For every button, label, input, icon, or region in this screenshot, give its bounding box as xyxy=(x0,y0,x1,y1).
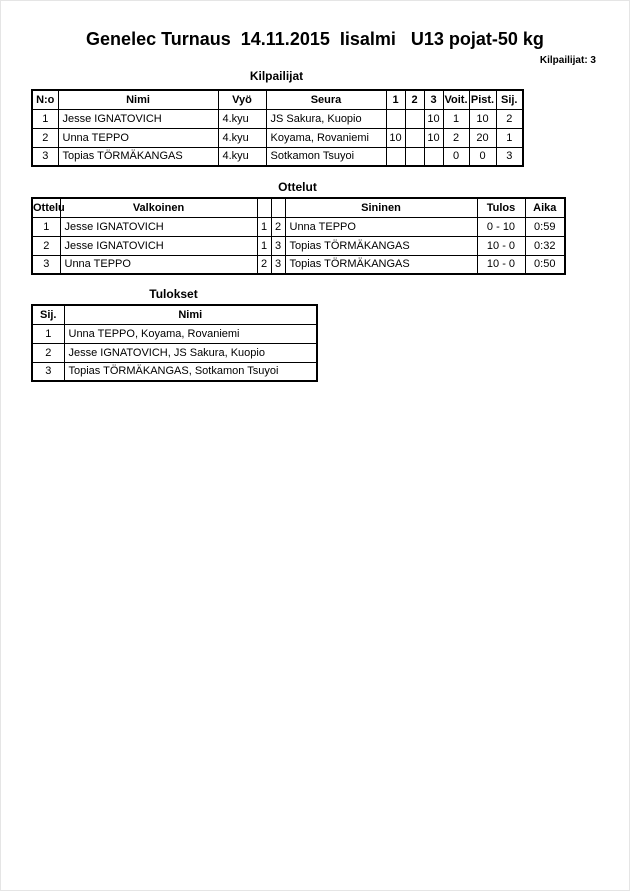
header-round-1: 1 xyxy=(386,90,405,109)
cell-blue: Topias TÖRMÄKANGAS xyxy=(285,255,477,274)
cell-rank: 2 xyxy=(496,109,523,128)
cell-no: 1 xyxy=(32,109,58,128)
results-table xyxy=(31,304,318,382)
table-row xyxy=(32,236,565,255)
cell-r1 xyxy=(386,109,405,128)
cell-r3: 10 xyxy=(424,109,443,128)
cell-no: 2 xyxy=(32,128,58,147)
header-name: Nimi xyxy=(58,90,218,109)
cell-wins: 2 xyxy=(443,128,469,147)
header-result: Tulos xyxy=(477,198,525,217)
competitor-count-label: Kilpailijat: 3 xyxy=(539,55,596,66)
cell-time: 0:59 xyxy=(525,217,565,236)
cell-r2 xyxy=(405,109,424,128)
table-row xyxy=(32,362,317,381)
cell-rank: 1 xyxy=(32,324,64,343)
table-row xyxy=(32,324,317,343)
cell-name: Topias TÖRMÄKANGAS, Sotkamon Tsuyoi xyxy=(64,362,317,381)
section-heading-matches: Ottelut xyxy=(278,180,317,194)
table-row xyxy=(32,147,523,166)
table-row xyxy=(32,109,523,128)
section-heading-results: Tulokset xyxy=(149,287,198,301)
cell-time: 0:32 xyxy=(525,236,565,255)
header-time: Aika xyxy=(525,198,565,217)
cell-rank: 1 xyxy=(496,128,523,147)
header-round-3: 3 xyxy=(424,90,443,109)
cell-white: Jesse IGNATOVICH xyxy=(60,236,257,255)
cell-r3 xyxy=(424,147,443,166)
matches-table xyxy=(31,197,566,275)
table-row xyxy=(32,343,317,362)
cell-club: Koyama, Rovaniemi xyxy=(266,128,386,147)
cell-wins: 0 xyxy=(443,147,469,166)
header-blue-no xyxy=(271,198,285,217)
cell-r3: 10 xyxy=(424,128,443,147)
cell-match: 3 xyxy=(32,255,60,274)
cell-name: Unna TEPPO, Koyama, Rovaniemi xyxy=(64,324,317,343)
section-heading-competitors: Kilpailijat xyxy=(249,69,304,83)
cell-blue_no: 3 xyxy=(271,255,285,274)
cell-r2 xyxy=(405,128,424,147)
header-match-no: Ottelu xyxy=(32,198,60,217)
header-white: Valkoinen xyxy=(60,198,257,217)
competitors-header-row xyxy=(32,90,523,109)
cell-time: 0:50 xyxy=(525,255,565,274)
cell-result: 0 - 10 xyxy=(477,217,525,236)
header-blue: Sininen xyxy=(285,198,477,217)
cell-no: 3 xyxy=(32,147,58,166)
cell-rank: 3 xyxy=(496,147,523,166)
header-belt: Vyö xyxy=(218,90,266,109)
cell-white_no: 2 xyxy=(257,255,271,274)
cell-r1: 10 xyxy=(386,128,405,147)
competitors-table xyxy=(31,89,524,167)
cell-r1 xyxy=(386,147,405,166)
cell-name: Unna TEPPO xyxy=(58,128,218,147)
cell-name: Jesse IGNATOVICH, JS Sakura, Kuopio xyxy=(64,343,317,362)
cell-club: Sotkamon Tsuyoi xyxy=(266,147,386,166)
cell-result: 10 - 0 xyxy=(477,236,525,255)
cell-rank: 3 xyxy=(32,362,64,381)
header-round-2: 2 xyxy=(405,90,424,109)
cell-white_no: 1 xyxy=(257,217,271,236)
cell-name: Topias TÖRMÄKANGAS xyxy=(58,147,218,166)
header-club: Seura xyxy=(266,90,386,109)
table-row xyxy=(32,128,523,147)
cell-club: JS Sakura, Kuopio xyxy=(266,109,386,128)
cell-points: 20 xyxy=(469,128,496,147)
header-rank: Sij. xyxy=(32,305,64,324)
cell-rank: 2 xyxy=(32,343,64,362)
table-row xyxy=(32,255,565,274)
header-rank: Sij. xyxy=(496,90,523,109)
matches-header-row xyxy=(32,198,565,217)
cell-white: Jesse IGNATOVICH xyxy=(60,217,257,236)
cell-white: Unna TEPPO xyxy=(60,255,257,274)
results-header-row xyxy=(32,305,317,324)
cell-points: 0 xyxy=(469,147,496,166)
cell-blue: Unna TEPPO xyxy=(285,217,477,236)
cell-blue: Topias TÖRMÄKANGAS xyxy=(285,236,477,255)
table-row xyxy=(32,217,565,236)
cell-points: 10 xyxy=(469,109,496,128)
page-title: Genelec Turnaus 14.11.2015 Iisalmi U13 pojat-50 kg xyxy=(86,29,544,49)
cell-match: 1 xyxy=(32,217,60,236)
header-white-no xyxy=(257,198,271,217)
cell-result: 10 - 0 xyxy=(477,255,525,274)
cell-belt: 4.kyu xyxy=(218,109,266,128)
cell-blue_no: 2 xyxy=(271,217,285,236)
header-wins: Voit. xyxy=(443,90,469,109)
header-name: Nimi xyxy=(64,305,317,324)
header-no: N:o xyxy=(32,90,58,109)
cell-blue_no: 3 xyxy=(271,236,285,255)
header-points: Pist. xyxy=(469,90,496,109)
cell-white_no: 1 xyxy=(257,236,271,255)
cell-name: Jesse IGNATOVICH xyxy=(58,109,218,128)
cell-belt: 4.kyu xyxy=(218,128,266,147)
cell-wins: 1 xyxy=(443,109,469,128)
cell-match: 2 xyxy=(32,236,60,255)
cell-r2 xyxy=(405,147,424,166)
cell-belt: 4.kyu xyxy=(218,147,266,166)
